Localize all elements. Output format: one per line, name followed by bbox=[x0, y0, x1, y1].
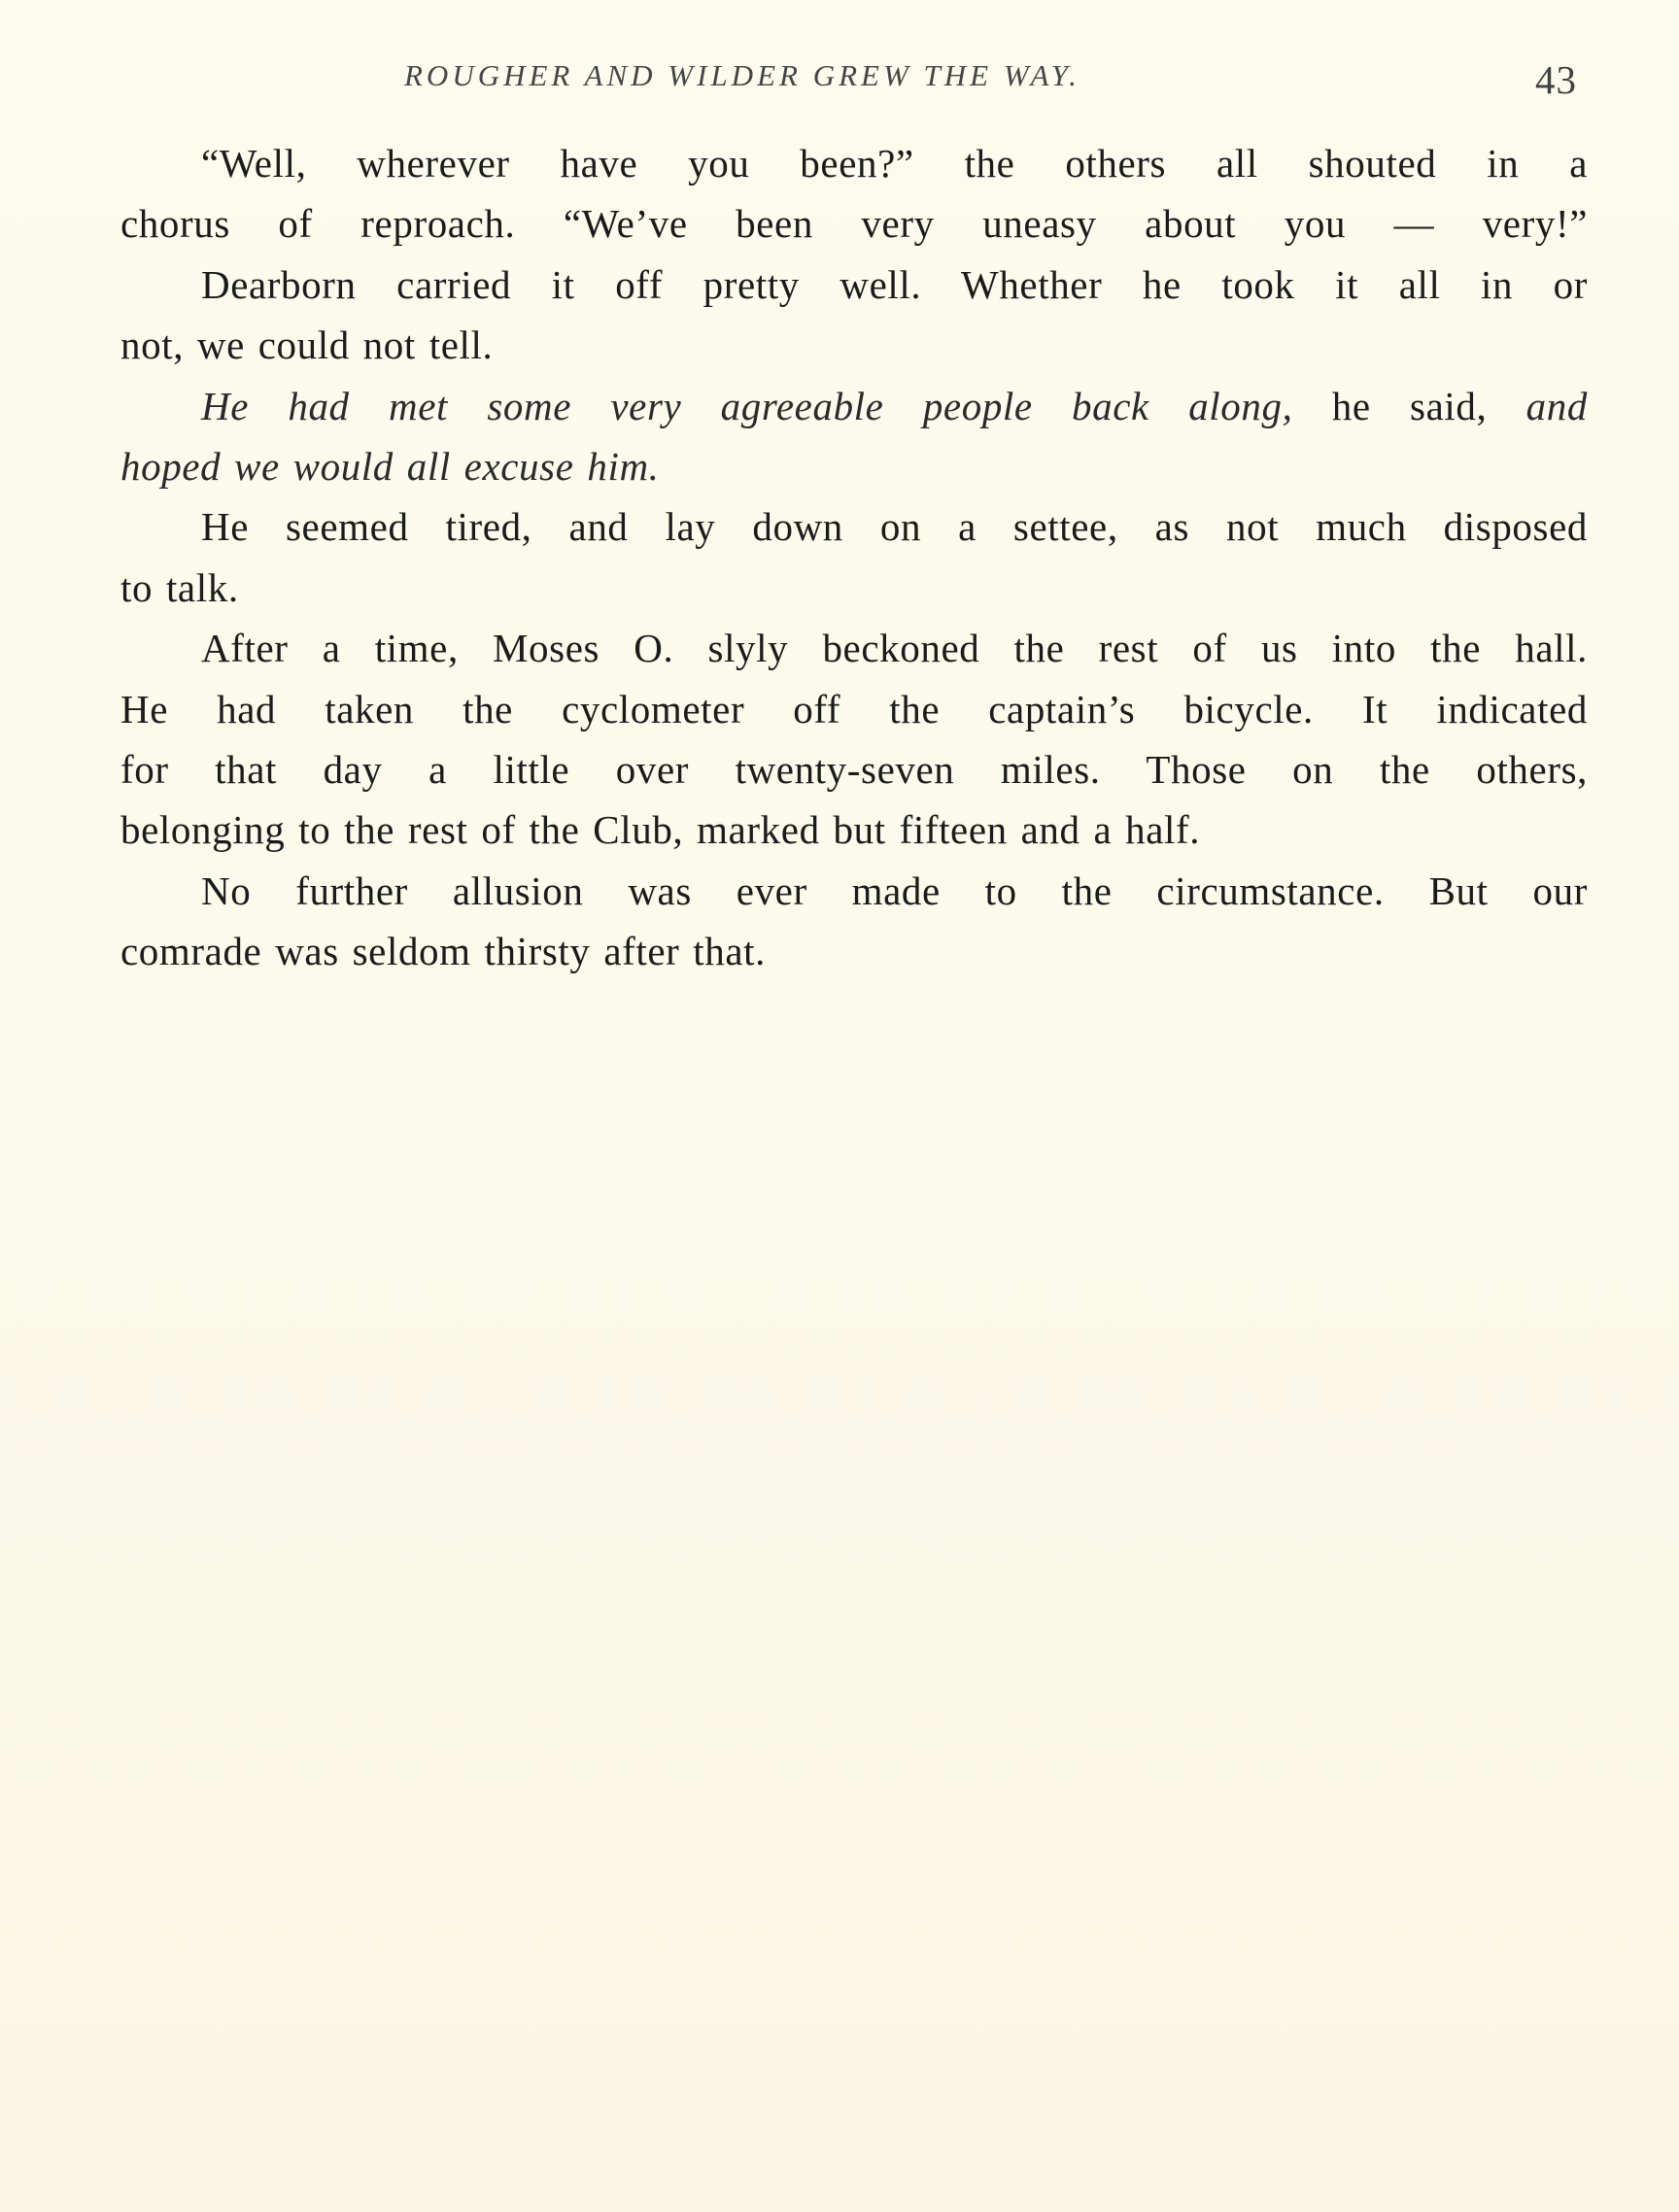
text-line-italic: hoped we would all excuse him. bbox=[120, 443, 660, 489]
text-line: “Well, wherever have you been?” the others all shouted in a bbox=[201, 141, 1588, 186]
text-line: comrade was seldom thirsty after that. bbox=[120, 929, 766, 974]
italic-run: and bbox=[1525, 383, 1588, 428]
text-line: not, we could not tell. bbox=[120, 323, 494, 368]
text-line: After a time, Moses O. slyly beckoned the rest of us into the hall. bbox=[201, 626, 1588, 671]
text-line: for that day a little over twenty-seven miles. Those on the others, bbox=[120, 746, 1588, 792]
body-text bbox=[120, 133, 1588, 981]
running-head-title: ROUGHER AND WILDER GREW THE WAY. bbox=[404, 58, 1080, 92]
text-line: to talk. bbox=[120, 564, 239, 610]
text-line: He had taken the cyclometer off the captain’s bicycle. It indicated bbox=[120, 686, 1588, 732]
italic-run: He had met some very agreeable people back along, bbox=[201, 383, 1293, 428]
page-number: 43 bbox=[1535, 57, 1577, 102]
text-line: Dearborn carried it off pretty well. Whether he took it all in or bbox=[201, 261, 1588, 307]
roman-run: he said, bbox=[1292, 383, 1526, 428]
text-line-mixed bbox=[120, 376, 1588, 436]
text-line: No further allusion was ever made to the circumstance. But our bbox=[201, 868, 1588, 913]
text-line: He seemed tired, and lay down on a settee, as not much disposed bbox=[201, 504, 1588, 550]
text-line: chorus of reproach. “We’ve been very uneasy about you — very!” bbox=[120, 201, 1588, 247]
text-line: belonging to the rest of the Club, marked but fifteen and a half. bbox=[120, 807, 1201, 853]
